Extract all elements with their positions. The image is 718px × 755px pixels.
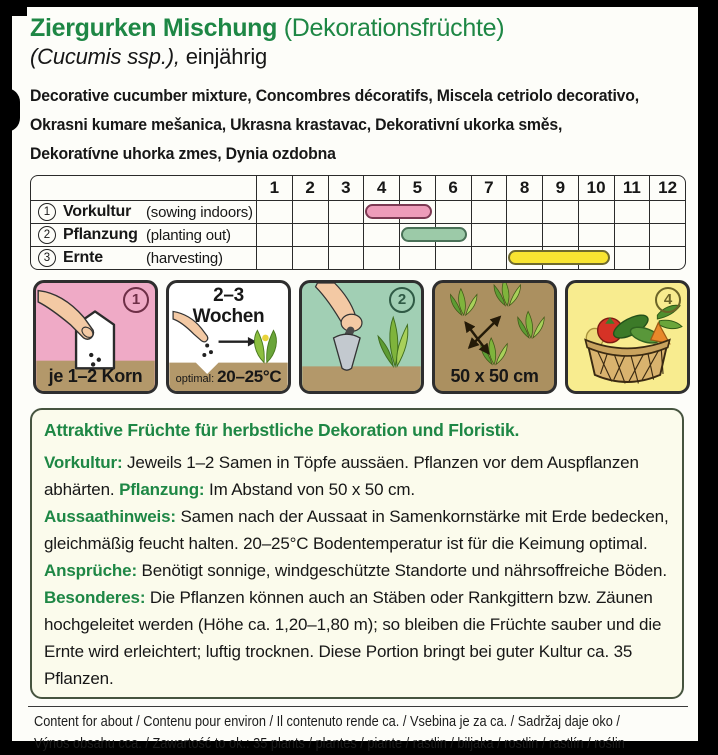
calendar-cell bbox=[506, 201, 542, 223]
calendar-month-cells bbox=[256, 247, 685, 269]
calendar-cell bbox=[506, 224, 542, 246]
calendar-cell bbox=[256, 201, 292, 223]
content-footer bbox=[34, 711, 625, 755]
sowing-caption: je 1–2 Korn bbox=[48, 366, 143, 386]
footer-line: Výnos obsahu cca. / Zawartość to ok.: 35 plants / plantes / piante / rastlin / biljaka / rostlin / rastlín / roślin bbox=[34, 736, 625, 752]
circled-number: 2 bbox=[38, 226, 56, 244]
month-label-8: 8 bbox=[506, 176, 542, 200]
calendar-cell bbox=[578, 201, 614, 223]
info-label: Pflanzung: bbox=[119, 480, 205, 499]
month-label-7: 7 bbox=[471, 176, 507, 200]
calendar-cell bbox=[435, 247, 471, 269]
step-number-badge: 2 bbox=[389, 287, 415, 313]
calendar-cell bbox=[471, 247, 507, 269]
info-label: Aussaathinweis: bbox=[44, 507, 176, 526]
calendar-cell bbox=[578, 224, 614, 246]
pictogram-sowing bbox=[33, 280, 158, 394]
photo-edge-artifact-left bbox=[0, 88, 20, 132]
step-number-badge: 1 bbox=[123, 287, 149, 313]
calendar-row-ernte bbox=[31, 246, 685, 269]
month-header bbox=[256, 176, 685, 200]
row-label-de: Pflanzung bbox=[63, 226, 138, 243]
month-label-6: 6 bbox=[435, 176, 471, 200]
botanical-name: (Cucumis ssp.), bbox=[30, 44, 180, 69]
spacing-caption: 50 x 50 cm bbox=[450, 366, 539, 386]
calendar-cell bbox=[399, 247, 435, 269]
sowing-calendar-table bbox=[30, 175, 686, 270]
circled-number: 3 bbox=[38, 249, 56, 267]
row-label-en: (planting out) bbox=[146, 226, 231, 244]
calendar-cell bbox=[471, 201, 507, 223]
calendar-cell bbox=[435, 201, 471, 223]
row-label-en: (harvesting) bbox=[146, 249, 223, 267]
calendar-cell bbox=[292, 201, 328, 223]
pictogram-spacing bbox=[432, 280, 557, 394]
lifecycle: einjährig bbox=[179, 44, 268, 69]
month-label-11: 11 bbox=[614, 176, 650, 200]
step-number-badge: 4 bbox=[655, 287, 681, 313]
calendar-row-label bbox=[31, 201, 256, 223]
info-paragraph: Aussaathinweis: Samen nach der Aussaat in Samenkornstärke mit Erde bedecken, gleichmäßig feucht halten. 20–25°C Bodentemperatur ist für die Keimung optimal. Ansprüche: Benötigt sonnige, windgeschützte Standorte und nährsoffreiche Böden. Besonderes: Die Pflanzen können auch an Stäben oder Rankgittern bzw. Zäunen hochgeleitet werden (Höhe ca. 1,20–1,80 m); so bleiben die Früchte sauber und die Ernte wird erleichtert; luftig trocknen. Diese Portion bringt bei guter Kultur ca. 35 Pflanzen. bbox=[44, 507, 669, 688]
calendar-cell bbox=[256, 247, 292, 269]
subtitle bbox=[30, 43, 688, 71]
calendar-cell bbox=[649, 201, 685, 223]
row-label-de: Ernte bbox=[63, 249, 103, 266]
calendar-cell bbox=[471, 224, 507, 246]
header bbox=[30, 13, 688, 71]
footer-line: Content for about / Contenu pour environ / Il contenuto rende ca. / Vsebina je za ca. / Sadržaj daje oko / bbox=[34, 714, 620, 730]
info-paragraphs bbox=[44, 449, 670, 692]
month-label-2: 2 bbox=[292, 176, 328, 200]
multilingual-names bbox=[30, 81, 642, 168]
calendar-cell bbox=[614, 201, 650, 223]
info-heading: Attraktive Früchte für herbstliche Dekoration und Floristik. bbox=[44, 420, 520, 440]
names-line: Okrasni kumare mešanica, Ukrasna krastavac, Dekorativní ukorka směs, bbox=[30, 115, 563, 134]
germination-caption: optimal: 20–25°C bbox=[175, 367, 282, 386]
calendar-cell bbox=[328, 224, 364, 246]
pictogram-planting bbox=[299, 280, 424, 394]
calendar-row-pflanzung bbox=[31, 223, 685, 246]
row-label-en: (sowing indoors) bbox=[146, 203, 253, 221]
names-line: Dekoratívne uhorka zmes, Dynia ozdobna bbox=[30, 144, 336, 163]
row-label-de: Vorkultur bbox=[63, 203, 132, 220]
info-label: Besonderes: bbox=[44, 588, 146, 607]
month-label-3: 3 bbox=[328, 176, 364, 200]
calendar-cell bbox=[614, 247, 650, 269]
month-label-10: 10 bbox=[578, 176, 614, 200]
calendar-month-cells bbox=[256, 201, 685, 223]
germination-duration: 2–3 Wochen bbox=[192, 285, 265, 327]
info-label: Vorkultur: bbox=[44, 453, 123, 472]
month-label-9: 9 bbox=[542, 176, 578, 200]
calendar-cell bbox=[649, 247, 685, 269]
calendar-rows bbox=[31, 200, 685, 269]
calendar-month-cells bbox=[256, 224, 685, 246]
calendar-cell bbox=[542, 201, 578, 223]
calendar-row-vorkultur bbox=[31, 200, 685, 223]
calendar-cell bbox=[328, 201, 364, 223]
calendar-cell bbox=[363, 247, 399, 269]
calendar-cell bbox=[292, 224, 328, 246]
calendar-bar-pflanzung bbox=[401, 227, 467, 242]
month-label-1: 1 bbox=[256, 176, 292, 200]
month-label-5: 5 bbox=[399, 176, 435, 200]
names-line: Decorative cucumber mixture, Concombres décoratifs, Miscela cetriolo decorativo, bbox=[30, 86, 639, 105]
calendar-row-label bbox=[31, 247, 256, 269]
product-name: Ziergurken Mischung bbox=[30, 14, 278, 42]
calendar-bar-ernte bbox=[508, 250, 610, 265]
product-annotation: (Dekorationsfrüchte) bbox=[277, 14, 505, 42]
calendar-cell bbox=[542, 224, 578, 246]
month-label-4: 4 bbox=[363, 176, 399, 200]
calendar-label-spacer bbox=[31, 176, 256, 200]
calendar-header-row bbox=[31, 176, 685, 200]
month-label-12: 12 bbox=[649, 176, 685, 200]
calendar-cell bbox=[649, 224, 685, 246]
calendar-cell bbox=[614, 224, 650, 246]
calendar-cell bbox=[292, 247, 328, 269]
circled-number: 1 bbox=[38, 203, 56, 221]
care-instructions-box bbox=[30, 408, 684, 699]
calendar-row-label bbox=[31, 224, 256, 246]
calendar-bar-vorkultur bbox=[365, 204, 431, 219]
pictogram-germination bbox=[166, 280, 291, 394]
info-paragraph: Vorkultur: Jeweils 1–2 Samen in Töpfe aussäen. Pflanzen vor dem Auspflanzen abhärten. Pflanzung: Im Abstand von 50 x 50 cm. bbox=[44, 453, 639, 499]
footer-divider bbox=[28, 706, 688, 707]
photo-edge-artifact-top-left bbox=[0, 0, 27, 16]
page-title bbox=[30, 13, 688, 43]
pictogram-harvest bbox=[565, 280, 690, 394]
info-label: Ansprüche: bbox=[44, 561, 137, 580]
calendar-cell bbox=[328, 247, 364, 269]
pictogram-row bbox=[33, 280, 689, 394]
seed-packet-back bbox=[12, 7, 698, 752]
calendar-cell bbox=[363, 224, 399, 246]
calendar-cell bbox=[256, 224, 292, 246]
